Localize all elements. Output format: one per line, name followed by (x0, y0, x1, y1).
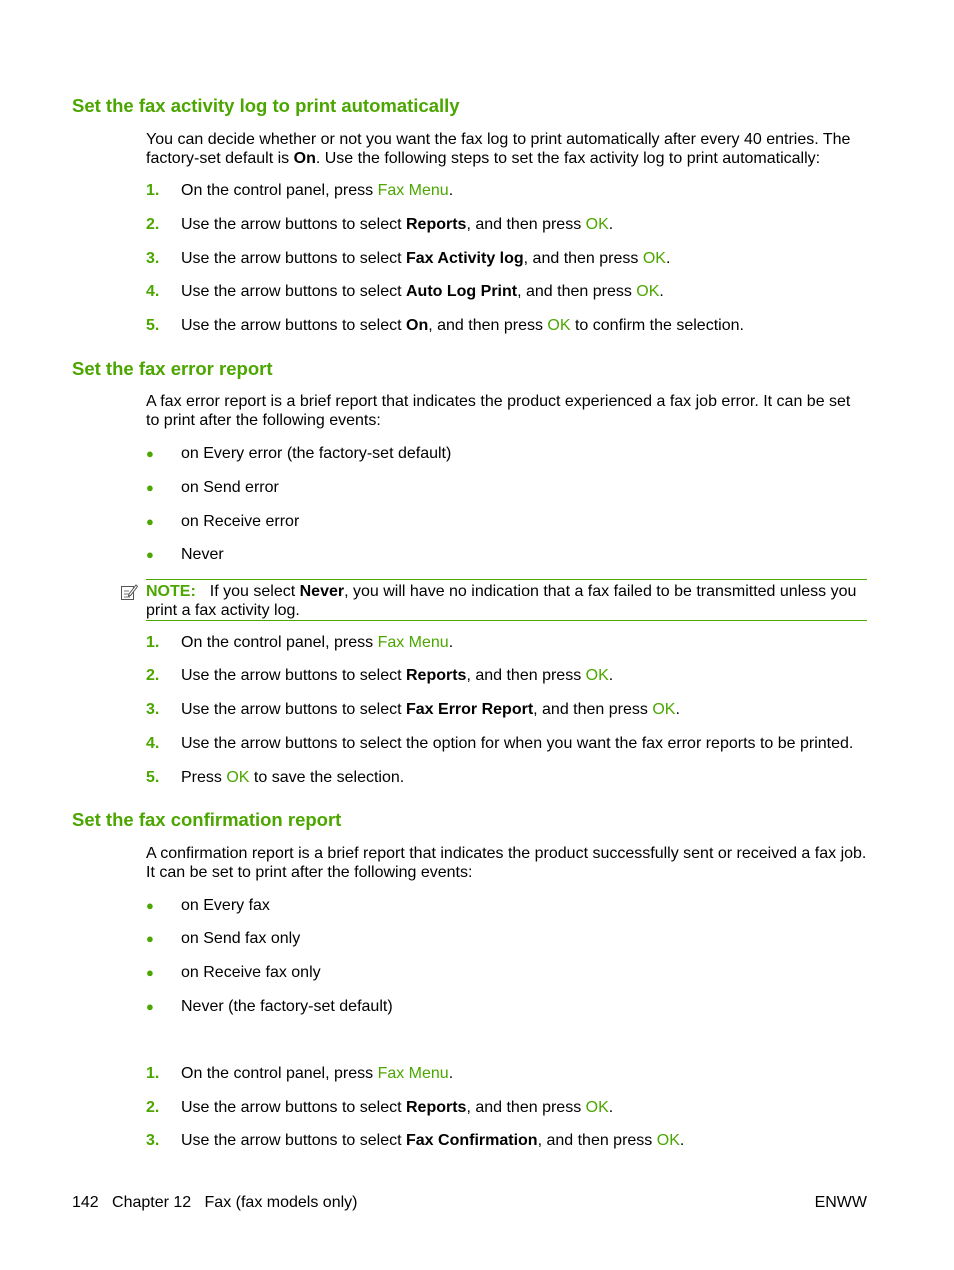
list-item: ● Never (146, 546, 224, 563)
section-heading-activity-log: Set the fax activity log to print automatically (72, 95, 460, 116)
step-item: 5. Use the arrow buttons to select On, and then press OK to confirm the selection. (146, 317, 744, 334)
bullet-icon: ● (146, 965, 154, 980)
step-item: 2. Use the arrow buttons to select Reports, and then press OK. (146, 667, 614, 684)
section-intro-error-report: A fax error report is a brief report that indicates the product experienced a fax job error. It can be set to print after the following events: (146, 393, 851, 429)
step-item: 1. On the control panel, press Fax Menu. (146, 1065, 454, 1082)
note-box: NOTE: If you select Never, you will have no indication that a fax failed to be transmitted unless you print a fax activity log. (146, 579, 867, 621)
control-reference: OK (652, 701, 676, 718)
step-item: 1. On the control panel, press Fax Menu. (146, 182, 454, 199)
control-reference: Fax Menu (377, 634, 449, 651)
control-reference: OK (636, 283, 660, 300)
footer-enww: ENWW (814, 1194, 867, 1211)
bullet-icon: ● (146, 931, 154, 946)
control-reference: OK (585, 667, 609, 684)
step-item: 3. Use the arrow buttons to select Fax Error Report, and then press OK. (146, 701, 680, 718)
bullet-icon: ● (146, 547, 154, 562)
bullet-icon: ● (146, 514, 154, 529)
control-reference: Fax Menu (377, 1065, 449, 1082)
step-item: 5. Press OK to save the selection. (146, 769, 405, 786)
control-reference: OK (226, 769, 250, 786)
control-reference: OK (585, 1099, 609, 1116)
note-pencil-icon (120, 583, 138, 601)
list-item: ● on Receive fax only (146, 964, 321, 981)
step-item: 2. Use the arrow buttons to select Reports, and then press OK. (146, 216, 614, 233)
list-item: ● on Send error (146, 479, 279, 496)
control-reference: OK (642, 250, 666, 267)
note-label: NOTE: (146, 583, 196, 600)
step-item: 3. Use the arrow buttons to select Fax Activity log, and then press OK. (146, 250, 671, 267)
bullet-icon: ● (146, 898, 154, 913)
section-heading-error-report: Set the fax error report (72, 358, 273, 379)
step-item: 4. Use the arrow buttons to select Auto Log Print, and then press OK. (146, 283, 664, 300)
step-item: 4. Use the arrow buttons to select the option for when you want the fax error reports to be printed. (146, 735, 854, 752)
list-item: ● on Every fax (146, 897, 270, 914)
section-heading-confirmation-report: Set the fax confirmation report (72, 809, 342, 830)
section-intro-activity-log: You can decide whether or not you want the fax log to print automatically after every 40 entries. The factory-set default is On. Use the following steps to set the fax activity log to print automatically: (146, 131, 851, 167)
step-item: 1. On the control panel, press Fax Menu. (146, 634, 454, 651)
bullet-icon: ● (146, 446, 154, 461)
list-item: ● on Send fax only (146, 930, 301, 947)
list-item: ● on Receive error (146, 513, 300, 530)
bullet-icon: ● (146, 480, 154, 495)
list-item: ● Never (the factory-set default) (146, 998, 393, 1015)
control-reference: Fax Menu (377, 182, 449, 199)
step-item: 2. Use the arrow buttons to select Reports, and then press OK. (146, 1099, 614, 1116)
control-reference: OK (656, 1132, 680, 1149)
control-reference: OK (547, 317, 571, 334)
step-item: 3. Use the arrow buttons to select Fax Confirmation, and then press OK. (146, 1132, 685, 1149)
control-reference: OK (585, 216, 609, 233)
footer-page-info: 142 Chapter 12 Fax (fax models only) (72, 1194, 358, 1211)
bullet-icon: ● (146, 999, 154, 1014)
section-intro-confirmation-report: A confirmation report is a brief report that indicates the product successfully sent or received a fax job. It can be set to print after the following events: (146, 845, 867, 881)
list-item: ● on Every error (the factory-set default) (146, 445, 452, 462)
